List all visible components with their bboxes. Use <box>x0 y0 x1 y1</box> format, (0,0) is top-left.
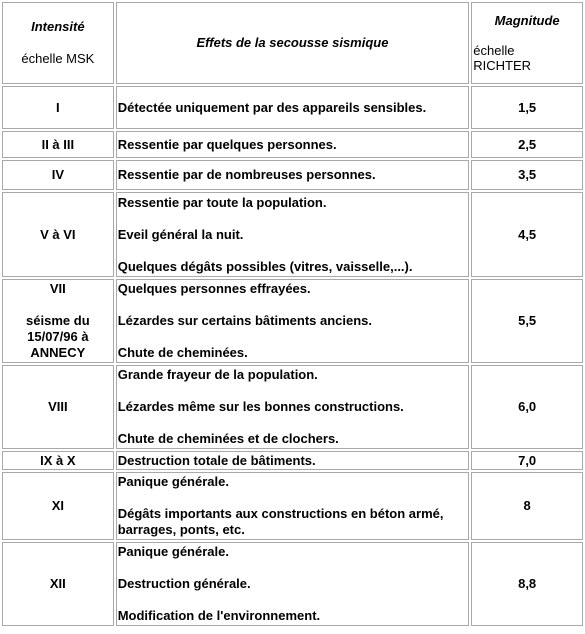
effect-line: Lézardes sur certains bâtiments anciens. <box>117 313 373 328</box>
effects-cell <box>116 542 470 626</box>
effect-line: Modification de l'environnement. <box>117 608 321 623</box>
magnitude-value: 8 <box>523 498 531 513</box>
magnitude-cell <box>471 160 583 190</box>
intensity-cell <box>2 451 114 470</box>
effect-line: Panique générale. <box>117 544 229 559</box>
intensity-cell <box>2 160 114 190</box>
effect-spacer <box>118 592 468 608</box>
intensity-value: V à VI <box>40 226 76 242</box>
intensity-cell <box>2 365 114 449</box>
intensity-cell <box>2 542 114 626</box>
effect-line: Grande frayeur de la population. <box>117 367 318 382</box>
magnitude-cell <box>471 542 583 626</box>
magnitude-value: 3,5 <box>518 167 537 182</box>
intensity-value: VIII <box>48 399 68 414</box>
magnitude-header-title: Magnitude <box>494 13 560 28</box>
effect-line: Chute de cheminées. <box>117 345 248 360</box>
intensity-value: IV <box>51 167 64 182</box>
effect-line: Détectée uniquement par des appareils sensibles. <box>117 99 427 115</box>
intensity-header <box>2 2 114 84</box>
magnitude-cell <box>471 365 583 449</box>
effect-spacer <box>118 383 468 399</box>
magnitude-cell <box>471 192 583 277</box>
magnitude-header-scale-line1: échelle <box>473 43 515 58</box>
effect-spacer <box>118 415 468 431</box>
magnitude-value: 1,5 <box>518 99 537 115</box>
magnitude-cell <box>471 451 583 470</box>
table-row <box>2 86 583 129</box>
intensity-value: XI <box>51 498 64 513</box>
intensity-cell <box>2 86 114 129</box>
header-row <box>2 2 583 84</box>
magnitude-value: 7,0 <box>518 452 537 468</box>
effect-line: Ressentie par de nombreuses personnes. <box>117 167 376 182</box>
intensity-value: I <box>56 99 60 115</box>
effect-spacer <box>118 490 468 506</box>
magnitude-value: 5,5 <box>518 313 537 328</box>
magnitude-cell <box>471 472 583 540</box>
magnitude-cell <box>471 86 583 129</box>
intensity-cell <box>2 279 114 363</box>
effect-spacer <box>118 297 468 313</box>
effect-line: Ressentie par quelques personnes. <box>117 136 337 152</box>
table-row <box>2 192 583 277</box>
effects-header <box>116 2 470 84</box>
table-row <box>2 160 583 190</box>
magnitude-header <box>471 2 583 84</box>
magnitude-cell <box>471 131 583 158</box>
effect-spacer <box>118 329 468 345</box>
effects-cell <box>116 192 470 277</box>
intensity-header-scale: échelle MSK <box>21 51 95 66</box>
magnitude-value: 4,5 <box>518 226 537 242</box>
table-body <box>2 86 583 626</box>
effects-header-title: Effets de la secousse sismique <box>196 35 389 50</box>
effect-spacer <box>118 211 468 227</box>
effects-cell <box>116 86 470 129</box>
magnitude-cell <box>471 279 583 363</box>
intensity-value: XII <box>49 576 66 591</box>
effect-line: Ressentie par toute la population. <box>117 194 327 210</box>
effect-line: Panique générale. <box>117 474 229 489</box>
effects-cell <box>116 160 470 190</box>
effect-line: Destruction générale. <box>117 576 251 591</box>
effect-line: Eveil général la nuit. <box>117 226 244 242</box>
effect-line: Quelques personnes effrayées. <box>117 281 311 296</box>
effects-cell <box>116 472 470 540</box>
effect-line: Chute de cheminées et de clochers. <box>117 431 339 446</box>
effects-cell <box>116 279 470 363</box>
effects-cell <box>116 365 470 449</box>
intensity-header-title: Intensité <box>31 19 85 34</box>
intensity-value: II à III <box>41 136 75 152</box>
intensity-cell <box>2 192 114 277</box>
effect-line: Destruction totale de bâtiments. <box>117 452 316 468</box>
effect-spacer <box>118 243 468 259</box>
table-row <box>2 472 583 540</box>
effects-cell <box>116 131 470 158</box>
magnitude-value: 2,5 <box>518 136 537 152</box>
table-row <box>2 451 583 470</box>
magnitude-value: 6,0 <box>518 399 537 414</box>
intensity-cell <box>2 131 114 158</box>
intensity-value: VII <box>49 281 66 296</box>
effect-spacer <box>118 560 468 576</box>
intensity-note: séisme du 15/07/96 à ANNECY <box>26 313 90 360</box>
magnitude-header-scale-line2: RICHTER <box>473 58 532 73</box>
magnitude-value: 8,8 <box>518 576 537 591</box>
table-row <box>2 365 583 449</box>
table-row <box>2 542 583 626</box>
table-row <box>2 279 583 363</box>
intensity-cell <box>2 472 114 540</box>
effect-line: Quelques dégâts possibles (vitres, vaisselle,...). <box>117 258 413 274</box>
effects-cell <box>116 451 470 470</box>
effect-line: Lézardes même sur les bonnes constructions. <box>117 399 404 414</box>
effect-line: Dégâts importants aux constructions en béton armé, barrages, ponts, etc. <box>117 506 444 537</box>
table-row <box>2 131 583 158</box>
intensity-value: IX à X <box>40 452 76 468</box>
